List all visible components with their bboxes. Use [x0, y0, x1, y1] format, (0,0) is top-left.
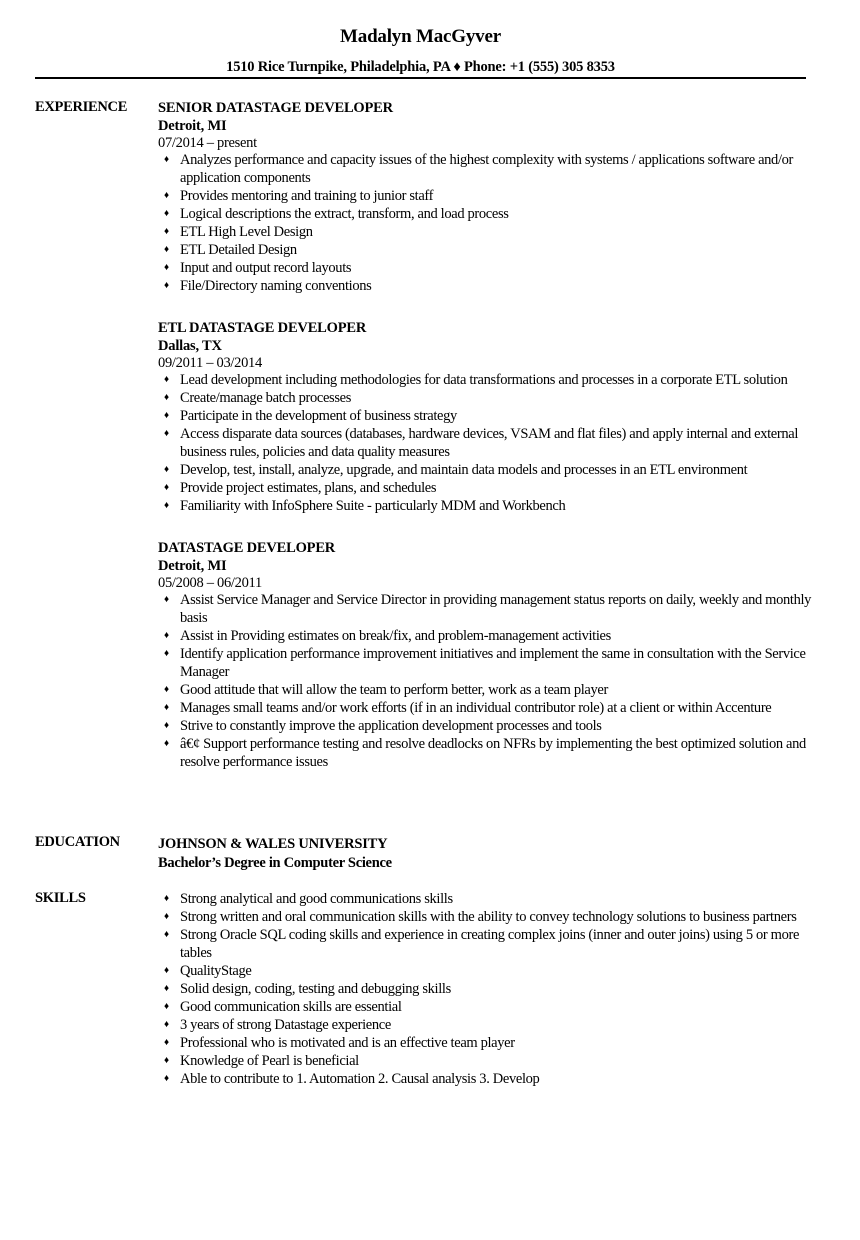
list-item — [158, 591, 813, 627]
job-bullets — [158, 151, 813, 295]
bullet-icon: ♦ — [164, 482, 169, 493]
candidate-name: Madalyn MacGyver — [340, 26, 501, 47]
bullet-icon: ♦ — [164, 684, 169, 695]
list-item-text: Analyzes performance and capacity issues of the highest complexity with systems / applications software and/or application components — [180, 152, 794, 186]
job-entry — [158, 99, 813, 295]
contact-line: 1510 Rice Turnpike, Philadelphia, PA ♦ Phone: +1 (555) 305 8353 — [226, 59, 615, 75]
bullet-icon: ♦ — [164, 244, 169, 255]
job-location: Detroit, MI — [158, 118, 227, 134]
list-item-text: Strong Oracle SQL coding skills and experience in creating complex joins (inner and outer joins) using 5 or more tables — [180, 927, 800, 961]
job-location: Dallas, TX — [158, 338, 222, 354]
bullet-icon: ♦ — [164, 983, 169, 994]
skills-entry — [158, 890, 813, 1088]
job-dates: 09/2011 – 03/2014 — [158, 355, 262, 371]
list-item-text: Good attitude that will allow the team to perform better, work as a team player — [180, 682, 608, 698]
bullet-icon: ♦ — [164, 410, 169, 421]
job-bullets — [158, 591, 813, 771]
list-item-text: Logical descriptions the extract, transform, and load process — [180, 206, 509, 222]
list-item — [158, 223, 813, 241]
list-item — [158, 1034, 813, 1052]
job-entry — [158, 319, 813, 515]
list-item — [158, 735, 813, 771]
list-item-text: Good communication skills are essential — [180, 999, 402, 1015]
bullet-icon: ♦ — [164, 594, 169, 605]
list-item-text: File/Directory naming conventions — [180, 278, 372, 294]
list-item — [158, 998, 813, 1016]
degree: Bachelor’s Degree in Computer Science — [158, 855, 392, 871]
section-label-experience: EXPERIENCE — [35, 99, 128, 115]
list-item-text: Professional who is motivated and is an effective team player — [180, 1035, 515, 1051]
list-item-text: Lead development including methodologies for data transformations and processes in a corporate ETL solution — [180, 372, 788, 388]
section-label-skills: SKILLS — [35, 890, 86, 906]
list-item-text: Strong analytical and good communications skills — [180, 891, 453, 907]
list-item — [158, 277, 813, 295]
list-item — [158, 187, 813, 205]
bullet-icon: ♦ — [164, 280, 169, 291]
list-item-text: Identify application performance improvement initiatives and implement the same in consultation with the Service Manager — [180, 646, 806, 680]
bullet-icon: ♦ — [164, 720, 169, 731]
job-title: DATASTAGE DEVELOPER — [158, 540, 336, 556]
list-item-text: Create/manage batch processes — [180, 390, 352, 406]
header-divider — [35, 77, 806, 79]
bullet-icon: ♦ — [164, 374, 169, 385]
list-item-text: Participate in the development of business strategy — [180, 408, 457, 424]
list-item-text: Strong written and oral communication skills with the ability to convey technology solutions to business partners — [180, 909, 797, 925]
list-item-text: Solid design, coding, testing and debugging skills — [180, 981, 451, 997]
list-item-text: QualityStage — [180, 963, 252, 979]
list-item-text: Develop, test, install, analyze, upgrade, and maintain data models and processes in an ETL environment — [180, 462, 748, 478]
list-item — [158, 926, 813, 962]
list-item — [158, 962, 813, 980]
bullet-icon: ♦ — [164, 1073, 169, 1084]
list-item — [158, 259, 813, 277]
list-item — [158, 389, 813, 407]
list-item-text: Provides mentoring and training to junior staff — [180, 188, 434, 204]
bullet-icon: ♦ — [164, 893, 169, 904]
list-item — [158, 1016, 813, 1034]
bullet-icon: ♦ — [164, 1055, 169, 1066]
bullet-icon: ♦ — [164, 392, 169, 403]
bullet-icon: ♦ — [164, 738, 169, 749]
list-item-text: Assist in Providing estimates on break/fix, and problem-management activities — [180, 628, 611, 644]
list-item — [158, 699, 813, 717]
list-item-text: Able to contribute to 1. Automation 2. Causal analysis 3. Develop — [180, 1071, 540, 1087]
list-item — [158, 717, 813, 735]
job-dates: 07/2014 – present — [158, 135, 257, 151]
skills-list — [158, 890, 813, 1088]
school-name: JOHNSON & WALES UNIVERSITY — [158, 836, 388, 852]
list-item — [158, 980, 813, 998]
bullet-icon: ♦ — [164, 929, 169, 940]
bullet-icon: ♦ — [164, 208, 169, 219]
bullet-icon: ♦ — [164, 190, 169, 201]
list-item — [158, 425, 813, 461]
section-label-education: EDUCATION — [35, 834, 120, 850]
list-item — [158, 241, 813, 259]
bullet-icon: ♦ — [164, 911, 169, 922]
bullet-icon: ♦ — [164, 630, 169, 641]
list-item — [158, 151, 813, 187]
job-bullets — [158, 371, 813, 515]
bullet-icon: ♦ — [164, 154, 169, 165]
bullet-icon: ♦ — [164, 1037, 169, 1048]
bullet-icon: ♦ — [164, 702, 169, 713]
list-item-text: Knowledge of Pearl is beneficial — [180, 1053, 359, 1069]
list-item — [158, 1070, 813, 1088]
list-item-text: Input and output record layouts — [180, 260, 352, 276]
job-dates: 05/2008 – 06/2011 — [158, 575, 262, 591]
bullet-icon: ♦ — [164, 1001, 169, 1012]
job-entry — [158, 539, 813, 771]
list-item — [158, 1052, 813, 1070]
list-item — [158, 627, 813, 645]
bullet-icon: ♦ — [164, 1019, 169, 1030]
list-item — [158, 497, 813, 515]
list-item — [158, 645, 813, 681]
list-item — [158, 461, 813, 479]
list-item — [158, 479, 813, 497]
list-item — [158, 371, 813, 389]
bullet-icon: ♦ — [164, 262, 169, 273]
bullet-icon: ♦ — [164, 500, 169, 511]
list-item — [158, 681, 813, 699]
job-title: ETL DATASTAGE DEVELOPER — [158, 320, 367, 336]
bullet-icon: ♦ — [164, 648, 169, 659]
list-item-text: Provide project estimates, plans, and schedules — [180, 480, 437, 496]
job-title: SENIOR DATASTAGE DEVELOPER — [158, 100, 393, 116]
experience-list — [158, 99, 813, 793]
bullet-icon: ♦ — [164, 965, 169, 976]
list-item — [158, 205, 813, 223]
list-item-text: Familiarity with InfoSphere Suite - particularly MDM and Workbench — [180, 498, 566, 514]
bullet-icon: ♦ — [164, 428, 169, 439]
list-item-text: 3 years of strong Datastage experience — [180, 1017, 391, 1033]
list-item — [158, 407, 813, 425]
list-item-text: Assist Service Manager and Service Director in providing management status reports on daily, weekly and monthly basis — [180, 592, 812, 626]
list-item-text: ETL High Level Design — [180, 224, 313, 240]
bullet-icon: ♦ — [164, 464, 169, 475]
list-item — [158, 908, 813, 926]
list-item-text: Strive to constantly improve the application development processes and tools — [180, 718, 602, 734]
list-item — [158, 890, 813, 908]
list-item-text: ETL Detailed Design — [180, 242, 297, 258]
list-item-text: Access disparate data sources (databases, hardware devices, VSAM and flat files) and apply internal and external business rules, policies and data quality measures — [180, 426, 799, 460]
job-location: Detroit, MI — [158, 558, 227, 574]
list-item-text: Manages small teams and/or work efforts (if in an individual contributor role) at a client or within Accenture — [180, 700, 772, 716]
education-entry — [158, 834, 813, 872]
bullet-icon: ♦ — [164, 226, 169, 237]
list-item-text: â€¢ Support performance testing and resolve deadlocks on NFRs by implementing the best optimized solution and resolve performance issues — [180, 736, 806, 770]
